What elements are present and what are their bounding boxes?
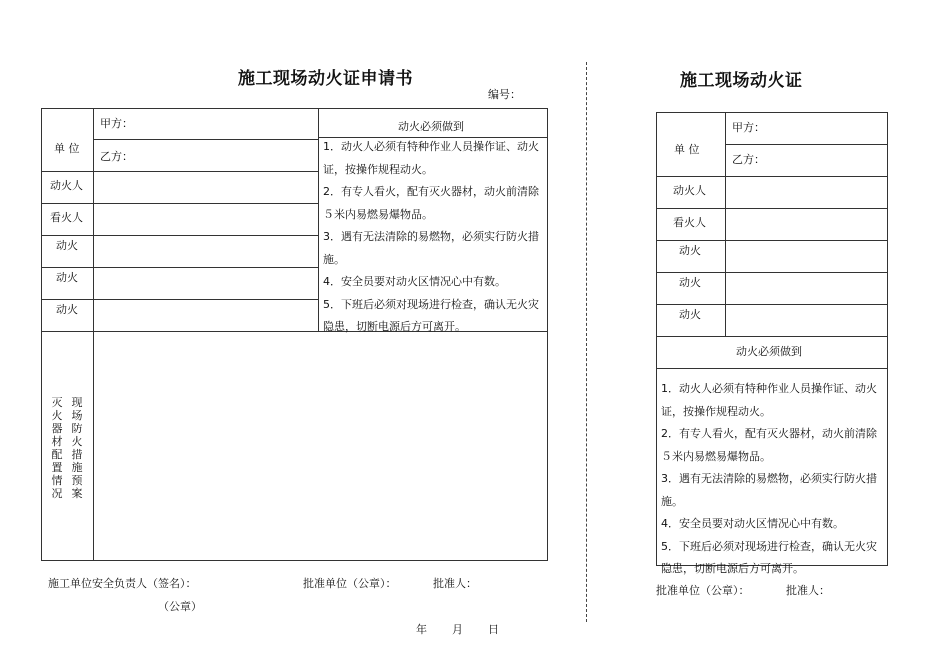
permit-unit-label: 单 位: [674, 143, 700, 156]
permit-party-b-field[interactable]: 乙方：: [732, 153, 765, 166]
permit-rule-item: 4．安全员要对动火区情况心中有数。: [661, 517, 844, 530]
approving-unit-label: 批准单位（公章）：: [303, 577, 397, 590]
fire-row-1-label: 动火: [56, 239, 78, 252]
date-month: 月: [452, 623, 463, 636]
permit-watch-person-label: 看火人: [673, 216, 706, 229]
permit-rule-item: 1．动火人必须有特种作业人员操作证、动火证，按操作规程动火。: [661, 382, 877, 418]
application-title: 施工现场动火证申请书: [238, 69, 413, 89]
permit-rule-item: 3．遇有无法清除的易燃物，必须实行防火措施。: [661, 472, 877, 508]
fire-row-2-label: 动火: [56, 271, 78, 284]
rule-item: 1．动火人必须有特种作业人员操作证、动火证，按操作规程动火。: [323, 140, 539, 176]
rules-list: [323, 136, 545, 331]
date-year: 年: [416, 623, 427, 636]
serial-number-label: 编号：: [488, 88, 521, 101]
permit-fire-person-label: 动火人: [673, 184, 706, 197]
fire-prevention-plan-label: 现 场 防 火 措 施 预 案: [71, 396, 83, 500]
permit-must-do-header: 动火必须做到: [736, 345, 802, 358]
official-seal-label: （公章）: [158, 600, 202, 613]
date-day: 日: [488, 623, 499, 636]
permit-fire-row-2-label: 动火: [679, 276, 701, 289]
permit-rule-item: 5．下班后必须对现场进行检查，确认无火灾隐患，切断电源后方可离开。: [661, 539, 877, 575]
party-a-field[interactable]: 甲方：: [100, 117, 133, 130]
watch-person-label: 看火人: [50, 211, 83, 224]
permit-approver-label: 批准人：: [786, 584, 830, 597]
permit-rule-item: 2．有专人看火，配有灭火器材，动火前清除５米内易燃易爆物品。: [661, 427, 877, 463]
cut-line-divider: [586, 62, 587, 622]
permit-party-a-field[interactable]: 甲方：: [732, 121, 765, 134]
must-do-header: 动火必须做到: [398, 120, 464, 133]
rule-item: 3．遇有无法清除的易燃物，必须实行防火措施。: [323, 230, 539, 266]
rule-item: 4．安全员要对动火区情况心中有数。: [323, 275, 506, 288]
permit-approving-unit-label: 批准单位（公章）：: [656, 584, 750, 597]
permit-title: 施工现场动火证: [680, 71, 803, 91]
safety-officer-signature: 施工单位安全负责人（签名）：: [48, 577, 197, 590]
rule-item: 2．有专人看火，配有灭火器材，动火前清除５米内易燃易爆物品。: [323, 185, 539, 221]
permit-fire-row-3-label: 动火: [679, 308, 701, 321]
rule-item: 5．下班后必须对现场进行检查，确认无火灾隐患，切断电源后方可离开。: [323, 297, 539, 333]
permit-rules-list: [661, 378, 885, 575]
extinguisher-config-label: 灭 火 器 材 配 置 情 况: [51, 396, 63, 500]
party-b-field[interactable]: 乙方：: [100, 150, 133, 163]
approver-label: 批准人：: [433, 577, 477, 590]
fire-row-3-label: 动火: [56, 303, 78, 316]
fire-person-label: 动火人: [50, 179, 83, 192]
unit-label: 单 位: [54, 142, 80, 155]
permit-fire-row-1-label: 动火: [679, 244, 701, 257]
